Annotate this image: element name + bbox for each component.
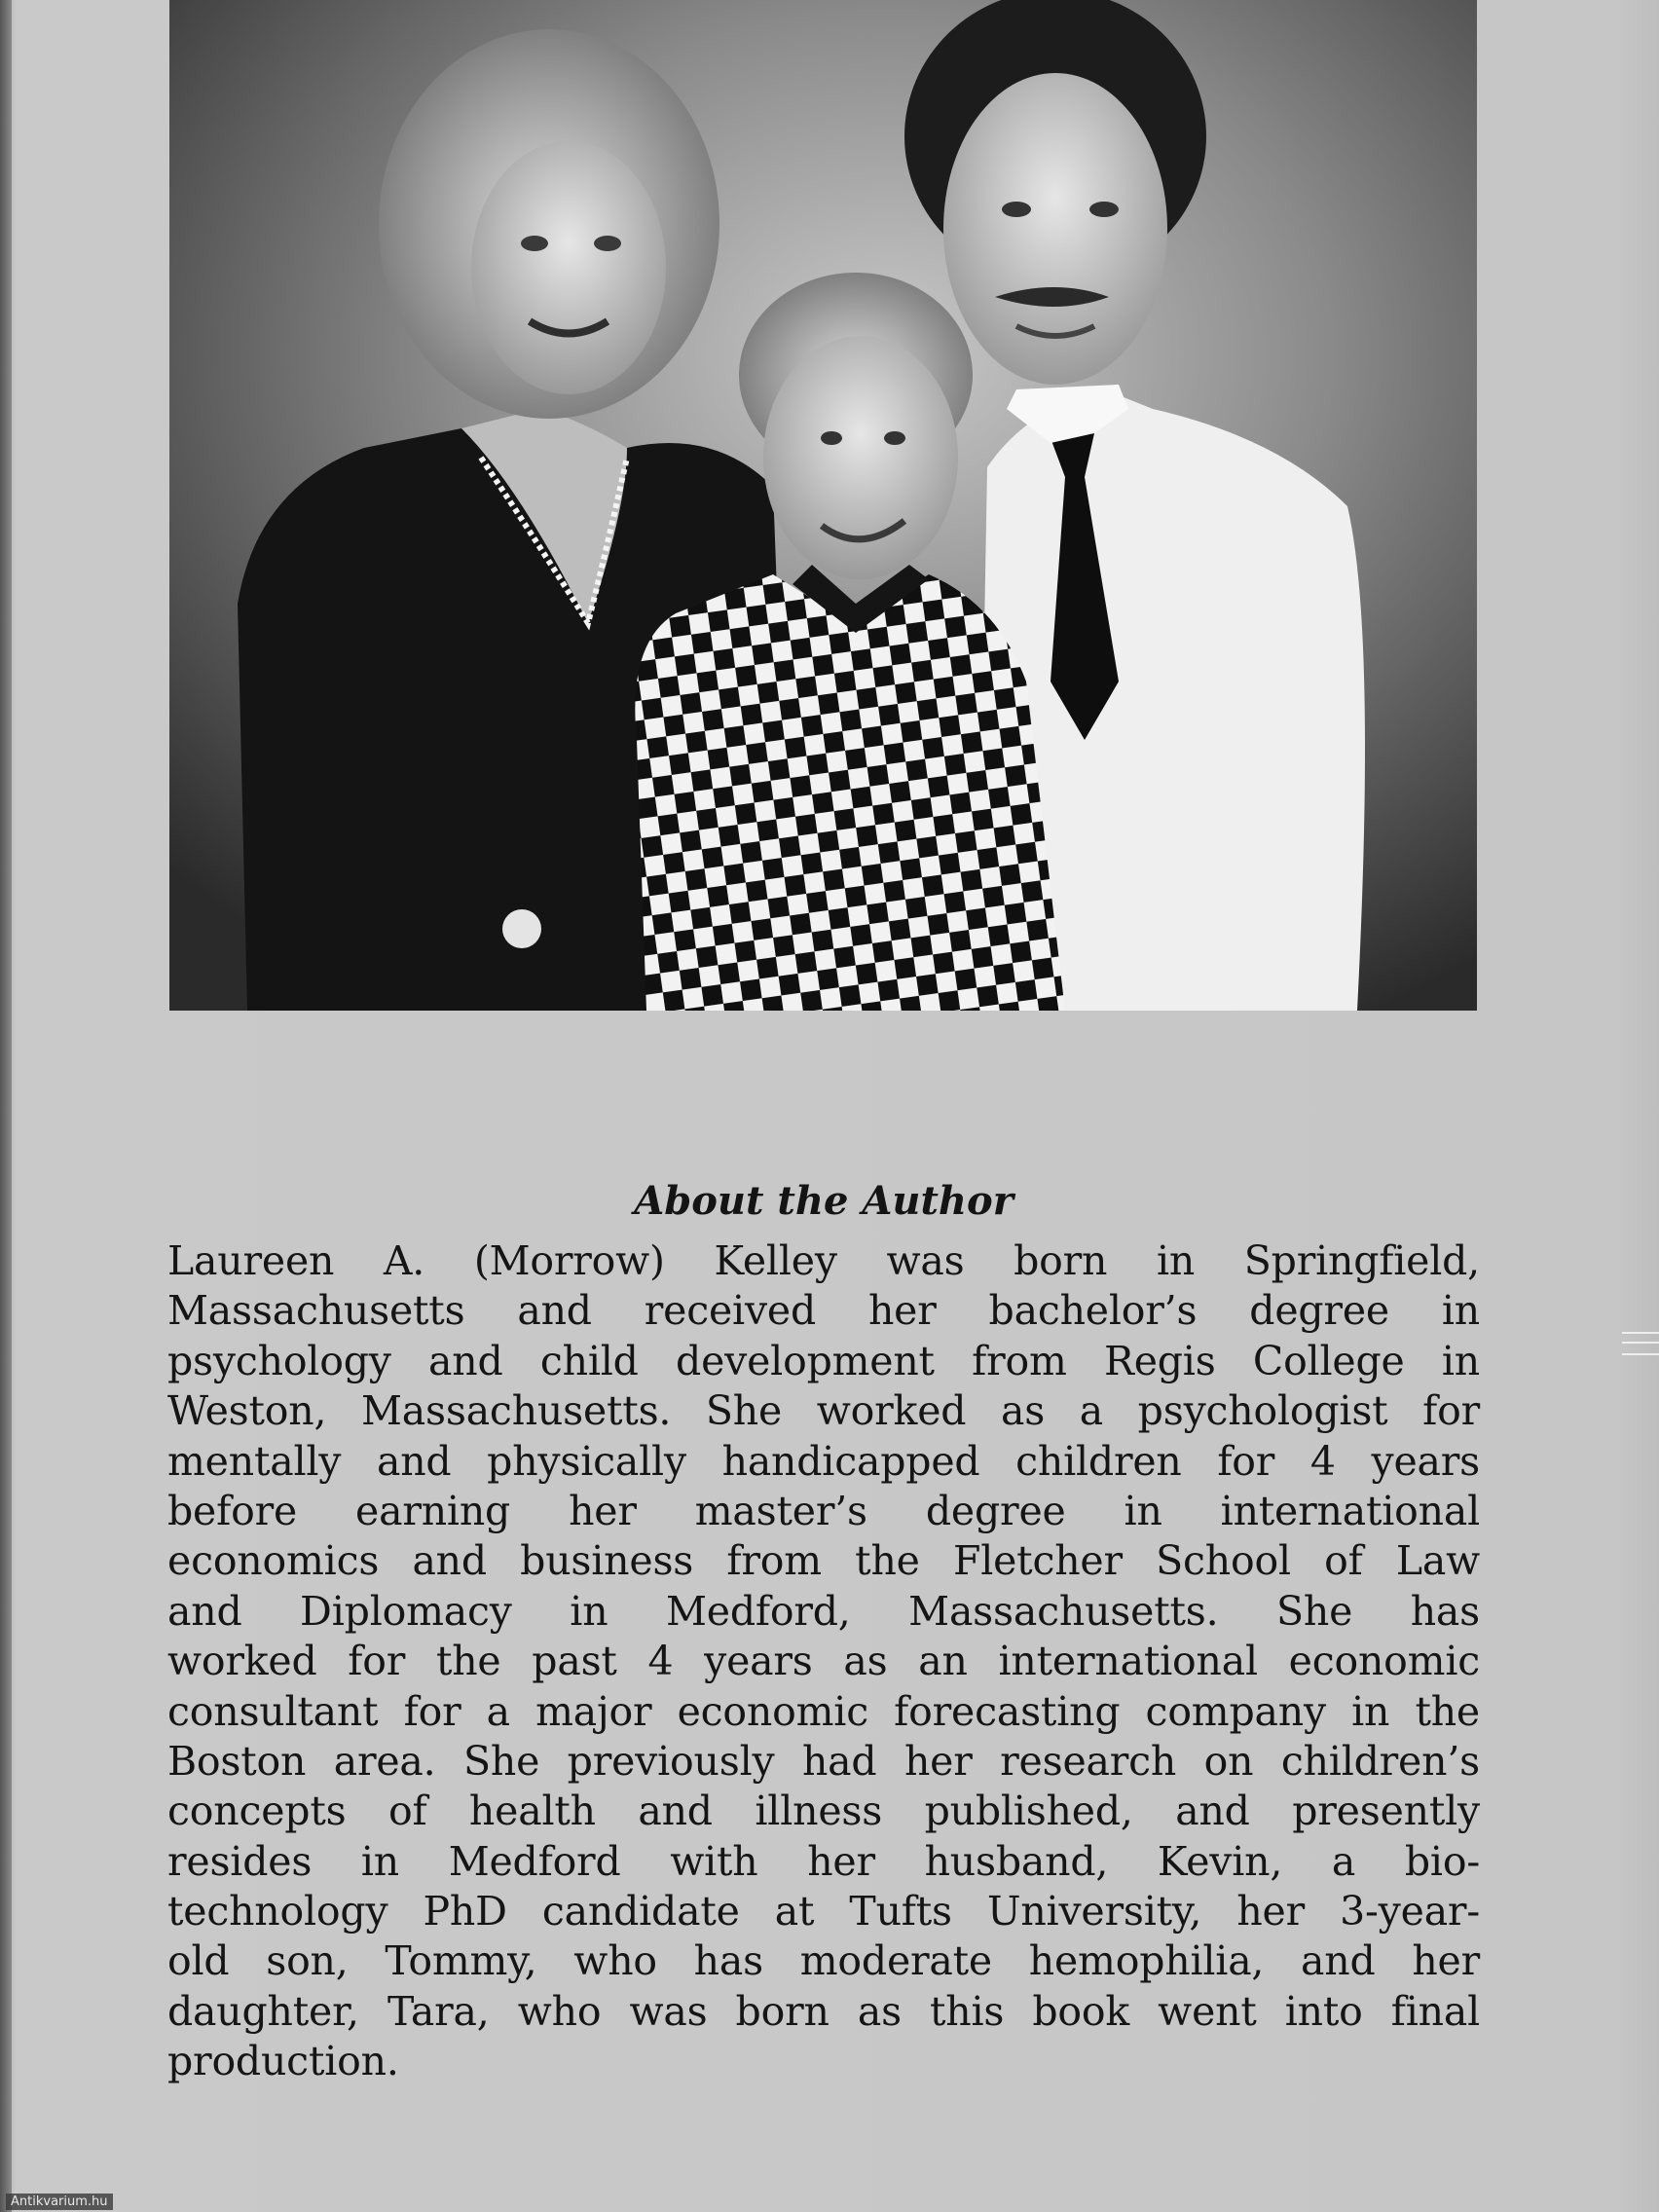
bio-line: old son, Tommy, who has moderate hemophilia, and her [167,1937,1480,1985]
edge-mark [1622,1342,1659,1344]
author-family-photo [169,0,1477,1011]
bio-line: technology PhD candidate at Tufts University, her 3-year- [167,1888,1480,1936]
bio-line: psychology and child development from Regis College in [167,1337,1480,1384]
bio-line: concepts of health and illness published, and presently [167,1788,1480,1835]
edge-mark [1622,1353,1659,1355]
bio-line: consultant for a major economic forecasting company in the [167,1687,1480,1735]
bio-line: before earning her master’s degree in international [167,1487,1480,1534]
bio-line: production. [167,2038,399,2085]
cover-edge [0,0,12,2212]
bio-line: Massachusetts and received her bachelor’s degree in [167,1287,1480,1335]
watermark: Antikvarium.hu [6,2194,113,2210]
bio-line: economics and business from the Fletcher School of Law [167,1537,1480,1585]
bio-line: Laureen A. (Morrow) Kelley was born in Springfield, [167,1237,1480,1284]
bio-line: daughter, Tara, who was born as this book went into final [167,1987,1480,2035]
bio-line: and Diplomacy in Medford, Massachusetts. She has [167,1587,1480,1635]
bio-line: worked for the past 4 years as an international economic [167,1638,1480,1685]
edge-mark [1622,1332,1659,1334]
section-heading: About the Author [634,1178,1014,1224]
bio-line: resides in Medford with her husband, Kevin, a bio- [167,1837,1480,1885]
bio-line: mentally and physically handicapped children for 4 years [167,1437,1480,1485]
bio-line: Weston, Massachusetts. She worked as a psychologist for [167,1387,1480,1435]
bio-line: Boston area. She previously had her research on children’s [167,1737,1480,1785]
about-the-author-section [167,1176,1480,2087]
